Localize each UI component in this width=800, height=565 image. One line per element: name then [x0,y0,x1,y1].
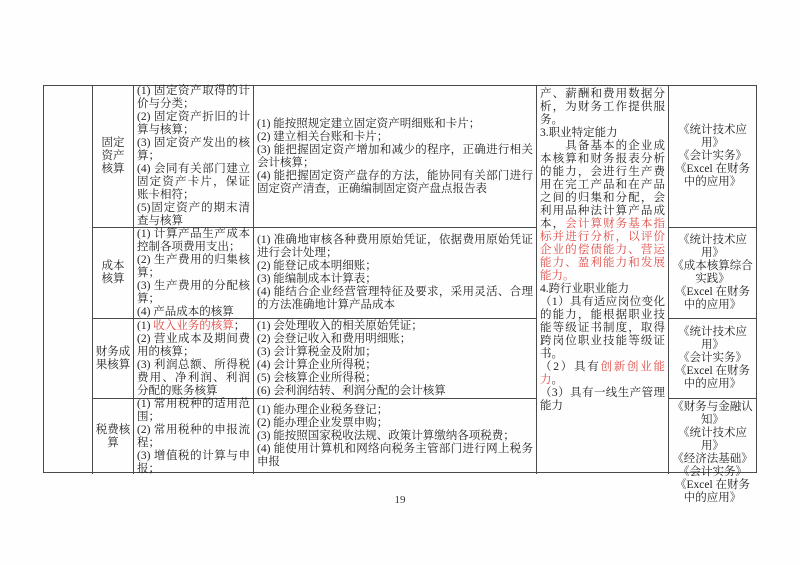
text-line: (2) 生产费用的归集核算； [137,253,250,279]
text-line [540,361,665,387]
text-line: 《Excel 在财务中的应用》 [674,163,751,188]
text-line: (2) 能办理企业发票申购； [257,417,389,429]
highlighted-text: 创新创业能力 [540,361,665,386]
text-line: 《会计实务》 [678,150,747,162]
text-line: (2) 会登记收入和费用明细账； [257,332,412,345]
text-line: (4) 会同有关部门建立固定资产卡片，保证账卡相符； [137,163,250,201]
text-segment: 。 [551,374,563,386]
category-cell-cost-accounting [93,228,134,319]
highlighted-text: 会计算财务基本指标并进行分析，以评价企业的偿债能力、营运能力、盈利能力和发展能力。 [540,218,666,282]
text-line: 《经济法基础》 [672,453,753,465]
text-line: (3) 生产费用的分配核算； [137,279,250,305]
text-line: (2) 能登记成本明细账； [257,260,377,272]
text-line: 《会计实务》 [678,466,747,478]
text-line: (3) 会计算税金及附加； [257,345,377,358]
text-line: 算 [107,436,119,449]
text-line: (3) 利润总额、所得税费用、净利润、利润分配的账务核算 [137,358,250,397]
text-segment: 具备基本的企业成本核算和财务报表分析的能力，会进行生产费用在完工产品和在产品之间的归集和分配，会利用品种法计算产品成本， [540,140,665,230]
text-line: (2) 营业成本及期间费用的核算； [137,332,250,358]
text-line: (5) 会核算企业所得税； [257,371,377,384]
text-line: (2) 建立相关台账和卡片； [257,130,389,143]
text-line: (3) 固定资产发出的核算； [137,137,250,162]
references-cell-tax-accounting [669,399,756,504]
text-line: 固定 [101,137,125,149]
text-line [137,320,250,333]
page-number: 19 [394,494,406,506]
text-line: （1）具有适应岗位变化的能力，能根据职业技能等级证书制度，取得跨岗位职业技能等级证书。 [540,296,665,360]
category-cell-financial-results [93,319,134,399]
references-cell-fixed-assets [669,86,756,228]
text-line: (4) 能使用计算机和网络向税务主管部门进行网上税务申报 [257,443,533,468]
text-line: 果核算 [95,358,131,371]
text-line: 核算 [101,163,125,175]
text-line: 《Excel 在财务中的应用》 [674,479,751,504]
text-line: 核算 [101,273,125,285]
text-line: (4) 能结合企业经营管理特征及要求，采用灵活、合理的方法准确地计算产品成本 [257,286,533,311]
text-line: （3）具有一线生产管理能力 [540,387,665,412]
text-line: 4.跨行业职业能力 [540,283,630,295]
text-line: (3) 增值税的计算与申报； [137,449,250,475]
text-line: 《Excel 在财务中的应用》 [674,286,751,311]
text-line: 《统计技术应用》 [678,326,747,351]
text-line: (3) 能把握固定资产增加和减少的程序，正确进行相关会计核算； [257,143,533,169]
text-line [540,140,665,283]
text-line: (4) 产品成本的核算 [137,305,234,318]
highlighted-text: 收入业务的核算 [153,319,234,332]
knowledge-cell-tax-accounting [134,399,254,474]
references-cell-financial-results [669,319,756,399]
references-cell-cost-accounting [669,228,756,319]
text-segment: (1) [137,319,154,332]
text-line: 3.职业特定能力 [540,127,618,139]
text-line: 《成本核算综合实践》 [672,260,753,285]
text-line: 《统计技术应用》 [678,427,747,452]
text-line: (1) 能按照规定建立固定资产明细账和卡片； [257,117,481,130]
knowledge-cell-fixed-assets [134,86,254,228]
text-line: 财务成 [95,345,131,358]
text-line: (1) 固定资产取得的计价与分类； [137,85,250,110]
text-line: 税费核 [95,423,131,436]
text-line: 资产 [101,150,125,162]
text-line: (3) 能按照国家税收法规、政策计算缴纳各项税费； [257,430,515,442]
text-line: 《Excel 在财务中的应用》 [674,365,751,390]
skills-cell-fixed-assets [254,86,537,228]
skills-cell-cost-accounting [254,228,537,319]
text-line: 《财务与金融认知》 [672,401,753,426]
text-line: (1) 能办理企业税务登记； [257,404,389,416]
text-line: (3) 能编制成本计算表； [257,273,377,285]
text-line: (6) 会利润结转、利润分配的会计核算 [257,384,446,397]
text-line: (1) 计算产品生产成本控制各项费用支出； [137,227,250,253]
text-line: (1) 会处理收入的相关原始凭证； [257,319,423,332]
text-line: 成本 [101,260,125,272]
category-cell-tax-accounting [93,399,134,474]
text-line: (2) 固定资产折旧的计算与核算； [137,111,250,136]
text-line: 产、薪酬和费用数据分析，为财务工作提供服务。 [540,88,665,126]
text-line: 《统计技术应用》 [678,124,747,149]
text-line: 《会计实务》 [678,352,747,364]
text-line: (4) 会计算企业所得税； [257,358,377,371]
ability-cell-merged [537,86,669,474]
text-line: (1) 准确地审核各种费用原始凭证，依据费用原始凭证进行会计处理； [257,234,533,259]
skills-cell-tax-accounting [254,399,537,474]
text-line: (1) 常用税种的适用范围； [137,397,250,423]
text-segment: ； [233,319,246,332]
category-cell-fixed-assets [93,86,134,228]
empty-left-cell [44,86,93,474]
skills-cell-financial-results [254,319,537,399]
text-line: (2) 常用税种的申报流程； [137,423,250,449]
knowledge-cell-financial-results [134,319,254,399]
text-line: (5)固定资产的期末清查与核算 [137,202,250,227]
text-line: (4) 能把握固定资产盘存的方法，能协同有关部门进行固定资产清查，正确编制固定资产盘点报告表 [257,169,533,195]
text-line: 《统计技术应用》 [678,234,747,259]
text-segment: （2）具有 [540,361,601,373]
knowledge-cell-cost-accounting [134,228,254,319]
